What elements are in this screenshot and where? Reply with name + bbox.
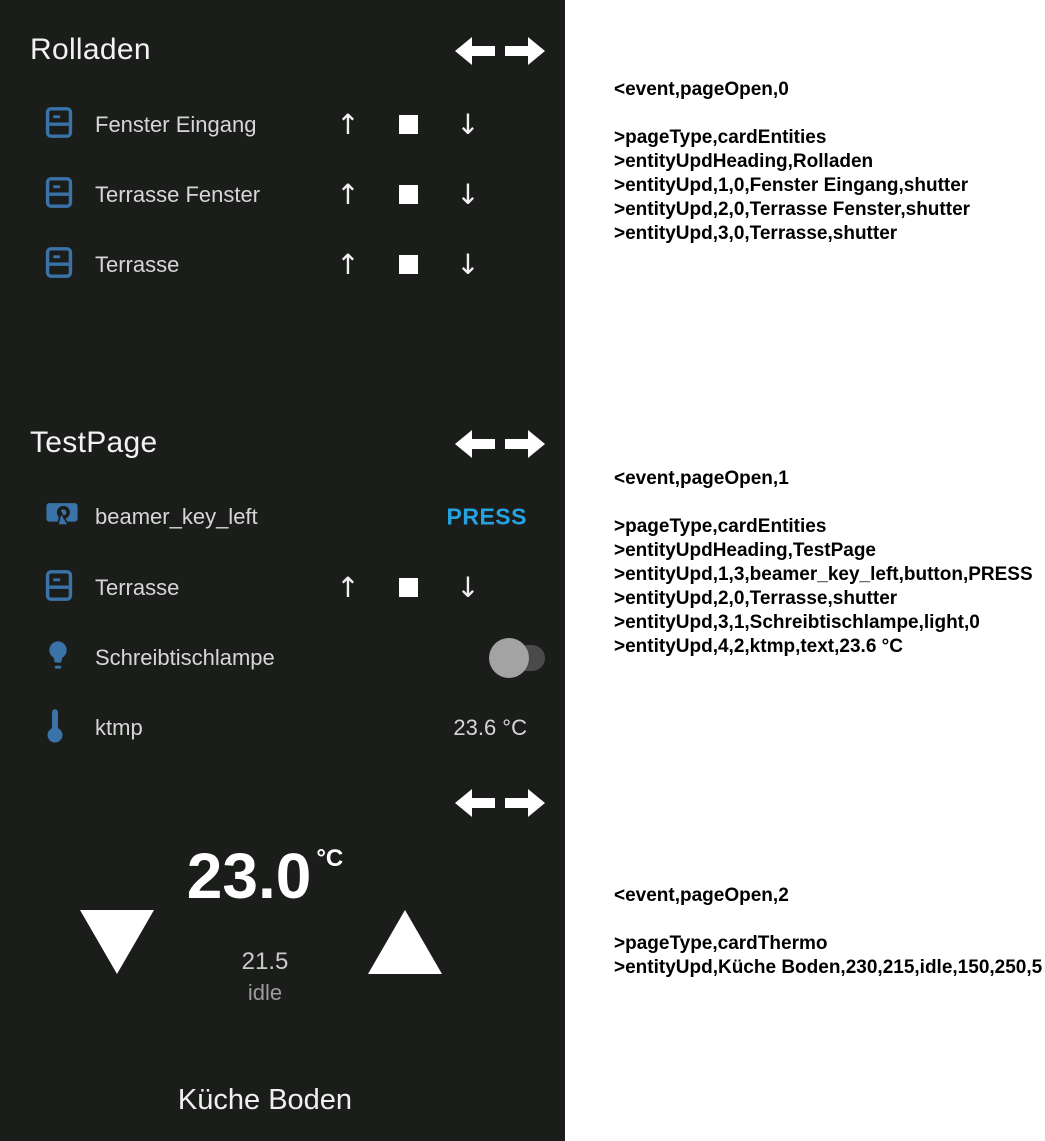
entity-row: [0, 553, 565, 623]
log-line: >pageType,cardThermo: [614, 933, 828, 954]
log-line: [614, 491, 1044, 515]
shutter-stop-button[interactable]: [388, 181, 428, 209]
stop-square-icon: [399, 115, 418, 134]
entity-label: Terrasse: [95, 252, 180, 277]
log-block-page2: [614, 884, 1044, 980]
light-toggle-switch[interactable]: [491, 645, 545, 671]
next-page-button[interactable]: [505, 36, 545, 66]
page-nav: [455, 429, 545, 459]
prev-page-button[interactable]: [455, 788, 495, 818]
arrow-right-icon: [505, 37, 545, 65]
window-shutter-icon: [45, 177, 73, 214]
page-nav: [455, 788, 545, 818]
arrow-right-icon: [505, 430, 545, 458]
sensor-value: 23.6 °C: [453, 715, 527, 740]
log-line: >entityUpd,Küche Boden,230,215,idle,150,250,5: [614, 957, 1043, 978]
page-title: TestPage: [30, 426, 158, 459]
log-line: >entityUpd,2,0,Terrasse,shutter: [614, 588, 898, 609]
log-line: >entityUpdHeading,TestPage: [614, 540, 877, 561]
page-nav: [455, 36, 545, 66]
arrow-left-icon: [455, 789, 495, 817]
stop-square-icon: [399, 185, 418, 204]
arrow-left-icon: [455, 37, 495, 65]
log-block-page1: [614, 467, 1044, 659]
prev-page-button[interactable]: [455, 429, 495, 459]
shutter-down-button[interactable]: ↓: [456, 571, 480, 604]
current-temperature: [0, 840, 530, 912]
page-title: Rolladen: [30, 33, 151, 66]
log-line: >entityUpd,4,2,ktmp,text,23.6 °C: [614, 636, 903, 657]
shutter-up-button[interactable]: ↑: [336, 248, 360, 281]
hvac-state: idle: [247, 980, 283, 1005]
log-line: <event,pageOpen,0: [614, 79, 789, 100]
log-line: <event,pageOpen,2: [614, 885, 789, 906]
press-button[interactable]: PRESS: [446, 503, 527, 530]
gesture-tap-button-icon: [45, 498, 79, 537]
entity-row: [0, 160, 565, 230]
entity-label: Fenster Eingang: [95, 112, 257, 137]
shutter-stop-button[interactable]: [388, 251, 428, 279]
log-line: [614, 908, 1044, 932]
arrow-left-icon: [455, 430, 495, 458]
next-page-button[interactable]: [505, 788, 545, 818]
entity-label: Terrasse Fenster: [95, 182, 261, 207]
thermostat-title: Küche Boden: [177, 1084, 353, 1116]
stop-square-icon: [399, 578, 418, 597]
entity-row: [0, 90, 565, 160]
log-line: >pageType,cardEntities: [614, 516, 827, 537]
shutter-down-button[interactable]: ↓: [456, 178, 480, 211]
entity-label: Terrasse: [95, 575, 180, 600]
shutter-up-button[interactable]: ↑: [336, 178, 360, 211]
log-line: >entityUpd,2,0,Terrasse Fenster,shutter: [614, 199, 971, 220]
log-line: >pageType,cardEntities: [614, 127, 827, 148]
entity-label: beamer_key_left: [95, 504, 258, 529]
shutter-up-button[interactable]: ↑: [336, 571, 360, 604]
shutter-stop-button[interactable]: [388, 574, 428, 602]
log-line: >entityUpd,3,1,Schreibtischlampe,light,0: [614, 612, 980, 633]
shutter-stop-button[interactable]: [388, 111, 428, 139]
entity-row: [0, 693, 565, 763]
log-line: >entityUpd,1,3,beamer_key_left,button,PRESS: [614, 564, 1033, 585]
entity-row: [0, 482, 565, 552]
log-line: >entityUpd,3,0,Terrasse,shutter: [614, 223, 898, 244]
entity-row: [0, 623, 565, 693]
stop-square-icon: [399, 255, 418, 274]
thermometer-icon: [45, 708, 65, 749]
window-shutter-icon: [45, 570, 73, 607]
window-shutter-icon: [45, 247, 73, 284]
shutter-down-button[interactable]: ↓: [456, 248, 480, 281]
prev-page-button[interactable]: [455, 36, 495, 66]
next-page-button[interactable]: [505, 429, 545, 459]
arrow-right-icon: [505, 789, 545, 817]
entity-label: Schreibtischlampe: [95, 645, 275, 670]
shutter-down-button[interactable]: ↓: [456, 108, 480, 141]
toggle-knob: [489, 638, 529, 678]
log-line: <event,pageOpen,1: [614, 468, 789, 489]
entity-row: [0, 230, 565, 300]
current-temperature-value: 23.0: [186, 840, 312, 912]
log-line: >entityUpd,1,0,Fenster Eingang,shutter: [614, 175, 969, 196]
window-shutter-icon: [45, 107, 73, 144]
entity-label: ktmp: [95, 715, 143, 740]
shutter-up-button[interactable]: ↑: [336, 108, 360, 141]
log-block-page0: [614, 78, 1044, 246]
light-bulb-icon: [45, 639, 71, 678]
log-line: [614, 102, 1044, 126]
log-line: >entityUpdHeading,Rolladen: [614, 151, 874, 172]
target-temperature: 21.5: [241, 948, 289, 975]
temperature-unit: °C: [316, 845, 344, 872]
